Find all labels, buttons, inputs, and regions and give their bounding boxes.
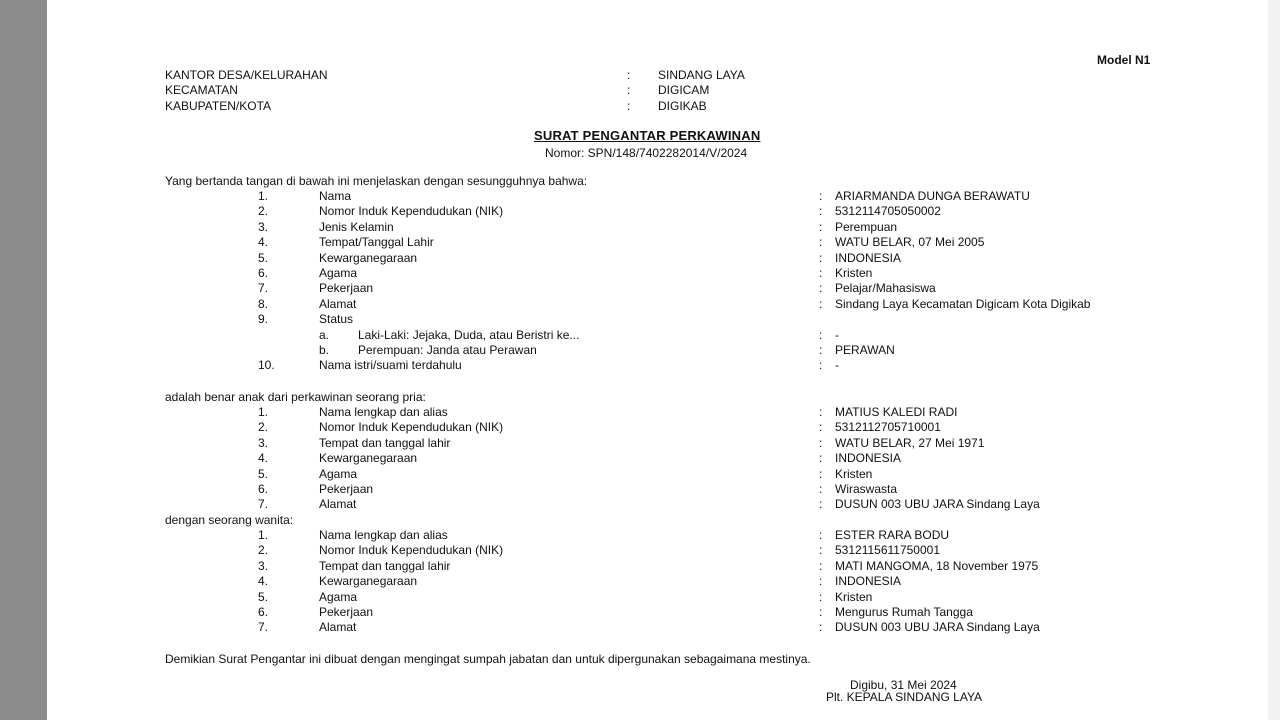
person-field-value: ARIARMANDA DUNGA BERAWATU [835,189,1030,203]
father-field-number: 2. [258,420,269,435]
father-field-label: Agama [319,466,358,481]
mother-field-value: MATI MANGOMA, 18 November 1975 [835,558,1039,573]
mother-field-colon: : [819,528,823,542]
person-field-number: 2. [258,204,269,219]
person-field-number: 5. [258,250,269,265]
father-field-label: Nama lengkap dan alias [319,405,448,419]
office-value-desa: SINDANG LAYA [658,68,745,82]
father-field-colon: : [819,451,823,466]
person-field-number: 8. [258,296,269,311]
father-field-number: 6. [258,482,269,496]
father-field-value: WATU BELAR, 27 Mei 1971 [835,435,985,450]
father-field-colon: : [819,482,823,496]
mother-field-number: 2. [258,543,269,558]
mother-field-value: ESTER RARA BODU [835,528,950,542]
father-field-label: Pekerjaan [319,482,374,496]
person-status-label: Status [319,312,354,327]
father-field-value: Kristen [835,466,873,481]
mother-field-number: 3. [258,558,269,573]
person-field-label: Tempat/Tanggal Lahir [319,235,434,250]
previous-spouse-label: Nama istri/suami terdahulu [319,358,462,373]
intro-text: Yang bertanda tangan di bawah ini menjelaskan dengan sesungguhnya bahwa: [165,174,588,188]
father-field-value: MATIUS KALEDI RADI [835,405,958,419]
person-field-label: Nama [319,189,352,203]
father-field-number: 5. [258,466,269,481]
mother-field-number: 7. [258,620,269,635]
mother-field-colon: : [819,558,823,573]
person-field-label: Alamat [319,296,357,311]
person-field-label: Kewarganegaraan [319,250,418,265]
father-field-value: 5312112705710001 [835,420,941,435]
office-label-kabupaten: KABUPATEN/KOTA [165,99,272,113]
signature-position: Plt. KEPALA SINDANG LAYA [826,690,983,704]
previous-spouse-colon: : [819,358,823,373]
father-intro: adalah benar anak dari perkawinan seorang pria: [165,390,426,404]
person-field-number: 1. [258,189,269,203]
person-field-label: Nomor Induk Kependudukan (NIK) [319,204,504,219]
status-sub-value: PERAWAN [835,343,895,357]
person-field-value: Sindang Laya Kecamatan Digicam Kota Digikab [835,296,1091,311]
person-field-value: Perempuan [835,219,898,234]
person-field-number: 3. [258,219,269,234]
status-sub-letter: b. [319,343,330,357]
office-colon: : [627,68,631,82]
mother-field-number: 4. [258,574,269,589]
office-colon: : [627,99,631,113]
person-field-value: 5312114705050002 [835,204,941,219]
signature-place-date: Digibu, 31 Mei 2024 [850,678,957,692]
mother-field-value: Mengurus Rumah Tangga [835,605,973,619]
model-label: Model N1 [1097,53,1151,67]
office-colon: : [627,83,631,97]
person-field-colon: : [819,219,823,234]
person-field-value: Kristen [835,266,873,280]
status-sub-letter: a. [319,327,330,342]
person-field-colon: : [819,296,823,311]
person-field-number: 6. [258,266,269,280]
father-field-label: Nomor Induk Kependudukan (NIK) [319,420,504,435]
father-field-number: 1. [258,405,269,419]
letter-title: SURAT PENGANTAR PERKAWINAN [534,128,761,143]
father-field-colon: : [819,497,823,512]
mother-field-value: INDONESIA [835,574,902,589]
person-field-number: 7. [258,281,269,296]
person-field-colon: : [819,250,823,265]
previous-spouse-value: - [835,358,839,373]
person-field-value: Pelajar/Mahasiswa [835,281,936,296]
office-label-desa: KANTOR DESA/KELURAHAN [165,68,328,82]
father-field-number: 7. [258,497,269,512]
mother-field-value: Kristen [835,589,873,604]
status-sub-colon: : [819,343,823,357]
mother-field-label: Alamat [319,620,357,635]
mother-field-number: 6. [258,605,269,619]
mother-field-colon: : [819,605,823,619]
mother-field-colon: : [819,620,823,635]
father-field-label: Kewarganegaraan [319,451,418,466]
status-sub-label: Laki-Laki: Jejaka, Duda, atau Beristri ke... [358,327,580,342]
office-label-kecamatan: KECAMATAN [165,83,238,97]
person-status-number: 9. [258,312,269,327]
mother-field-colon: : [819,543,823,558]
father-field-number: 4. [258,451,269,466]
mother-field-value: DUSUN 003 UBU JARA Sindang Laya [835,620,1040,635]
scrollbar[interactable] [1268,0,1280,720]
status-sub-colon: : [819,327,823,342]
office-value-kecamatan: DIGICAM [658,83,710,97]
person-field-colon: : [819,266,823,280]
person-field-label: Pekerjaan [319,281,374,296]
person-field-colon: : [819,189,823,203]
person-field-colon: : [819,204,823,219]
closing-text: Demikian Surat Pengantar ini dibuat dengan mengingat sumpah jabatan dan untuk dipergunakan sebagaimana mestinya. [165,652,811,666]
father-field-value: DUSUN 003 UBU JARA Sindang Laya [835,497,1040,512]
mother-field-label: Agama [319,589,358,604]
office-value-kabupaten: DIGIKAB [658,99,707,113]
father-field-value: INDONESIA [835,451,902,466]
person-field-value: INDONESIA [835,250,902,265]
father-field-number: 3. [258,435,269,450]
mother-intro: dengan seorang wanita: [165,513,294,527]
mother-field-label: Pekerjaan [319,605,374,619]
father-field-colon: : [819,420,823,435]
person-field-label: Agama [319,266,358,280]
father-field-colon: : [819,405,823,419]
status-sub-value: - [835,327,839,342]
mother-field-label: Nama lengkap dan alias [319,528,448,542]
father-field-label: Alamat [319,497,357,512]
person-field-colon: : [819,235,823,250]
status-sub-label: Perempuan: Janda atau Perawan [358,343,537,357]
father-field-colon: : [819,435,823,450]
letter-number: Nomor: SPN/148/7402282014/V/2024 [545,146,748,160]
father-field-label: Tempat dan tanggal lahir [319,435,451,450]
mother-field-colon: : [819,574,823,589]
mother-field-colon: : [819,589,823,604]
person-field-colon: : [819,281,823,296]
mother-field-number: 1. [258,528,269,542]
mother-field-label: Nomor Induk Kependudukan (NIK) [319,543,504,558]
father-field-value: Wiraswasta [835,482,898,496]
person-field-value: WATU BELAR, 07 Mei 2005 [835,235,985,250]
mother-field-label: Kewarganegaraan [319,574,418,589]
mother-field-number: 5. [258,589,269,604]
person-field-number: 4. [258,235,269,250]
person-field-label: Jenis Kelamin [319,219,394,234]
previous-spouse-number: 10. [258,358,275,373]
mother-field-label: Tempat dan tanggal lahir [319,558,451,573]
father-field-colon: : [819,466,823,481]
mother-field-value: 5312115611750001 [835,543,940,558]
